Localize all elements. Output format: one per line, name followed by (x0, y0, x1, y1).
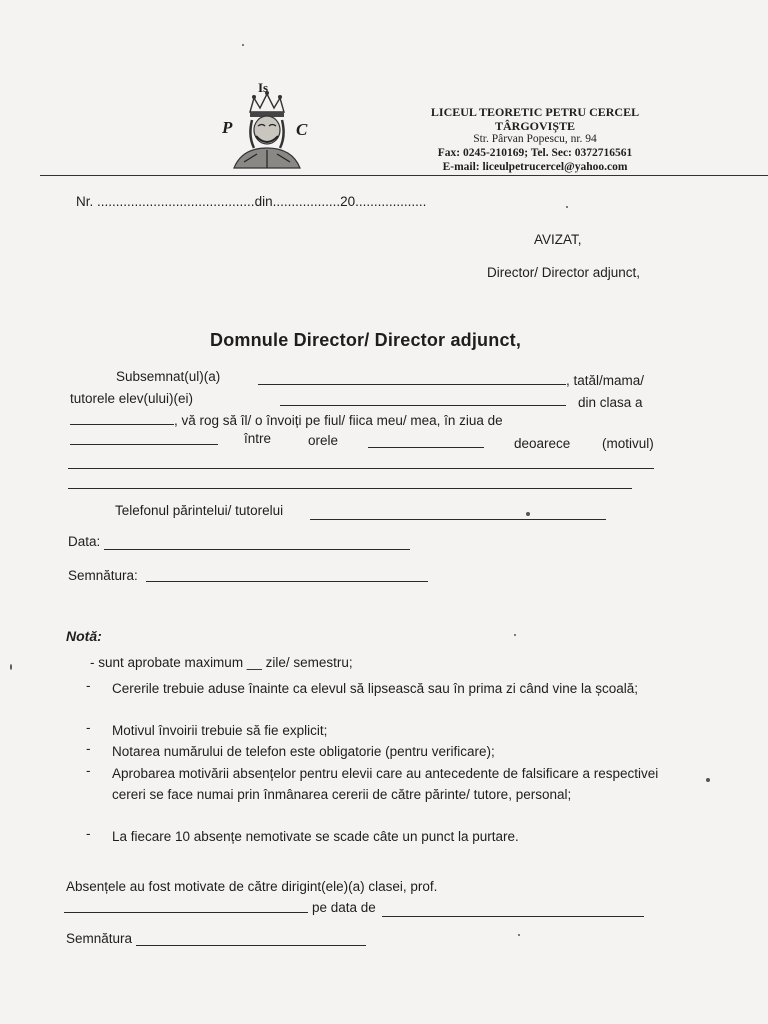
monogram-left: P (222, 118, 233, 137)
monogram-top: Is (258, 80, 269, 95)
because-label: deoarece (514, 436, 571, 451)
year-label: 20 (340, 194, 356, 209)
scan-speck (518, 934, 520, 936)
note-item-text: Aprobarea motivării absențelor pentru elevii care au antecedente de falsificare a respectivei cereri se face numai prin înmânarea cererii de către părinte/ tutore, personal; (112, 766, 659, 802)
avizat-label: AVIZAT, (534, 232, 582, 247)
nr-label: Nr. (76, 194, 94, 209)
note-max-days: - sunt aprobate maximum __ zile/ semestru; (90, 655, 353, 670)
registration-line (76, 194, 426, 209)
phone-label: Telefonul părintelui/ tutorelui (115, 503, 284, 518)
note-item-text: Motivul învoirii trebuie să fie explicit; (112, 723, 328, 738)
scan-speck (242, 44, 244, 46)
on-date-label: pe data de (312, 900, 376, 915)
reason-field-line-1[interactable] (68, 468, 654, 469)
din-label: din (254, 194, 273, 209)
footer-signature-field[interactable] (136, 945, 366, 946)
class-field[interactable] (70, 424, 174, 425)
scan-speck (526, 512, 530, 516)
reason-label: (motivul) (602, 436, 654, 451)
date-field[interactable] (104, 549, 410, 550)
school-address: Str. Pârvan Popescu, nr. 94 (473, 133, 597, 145)
school-email: E-mail: liceulpetrucercel@yahoo.com (442, 161, 628, 173)
school-crest-logo (222, 80, 312, 170)
note-item-text: Notarea numărului de telefon este obligatorie (pentru verificare); (112, 744, 495, 759)
footer-signature-label: Semnătura (66, 931, 133, 946)
document-page: Is P C LICEUL TEORETIC PETRU CERCEL TÂRGOVIȘTE Str. Pârvan Popescu, nr. 94 Fax: 0245-210169; Tel. Sec: 0372716561 E-mail: liceulpetrucercel@yahoo.com Nr. ..........................................din..................20................... AVIZAT, Director/ Director adjunct, Domnule Director/ Director adjunct, Subsemnat(ul)(a) , tatăl/mama/ tutorele elev(ului)(ei) din clasa a , vă rog să îl/ o învoiți pe fiul/ fiica meu/ mea, în ziua de între orele deoarece (motivul) Telefonul părintelui/ tutorelui Data: Semnătura: Notă: - sunt aprobate maximum __ zile/ semestru; - Cererile trebuie aduse înainte ca elevul să lipsească sau în prima zi când vine la școală; - Motivul învoirii trebuie să fie explicit; - Notarea numărului de telefon este obligatorie (pentru verificare); - Aprobarea motivării absențelor pentru elevii care au antecedente de falsificare a respectivei cereri se face numai prin înmânarea cererii de către părinte/ tutore, personal; - La fiecare 10 absențe nemotivate se scade câte un punct la purtare. Absențele au fost motivate de către dirigint(ele)(a) clasei, prof. pe data de Semnătura (0, 0, 768, 1024)
name-field[interactable] (258, 384, 566, 385)
monogram-right: C (296, 120, 308, 139)
tutor-label: tutorele elev(ului)(ei) (70, 391, 194, 406)
approval-role: Director/ Director adjunct, (487, 265, 641, 280)
note-title: Notă: (66, 628, 102, 644)
class-label: din clasa a (578, 395, 643, 410)
nr-field[interactable]: .......................................... (97, 194, 255, 209)
between-label: între (244, 431, 272, 446)
letter-title: Domnule Director/ Director adjunct, (210, 330, 522, 350)
request-sentence: , vă rog să îl/ o învoiți pe fiul/ fiica meu/ mea, în ziua de (174, 413, 503, 428)
hours-label: orele (308, 433, 339, 448)
student-name-field[interactable] (280, 405, 566, 406)
header-divider (40, 175, 768, 176)
signature-field[interactable] (146, 581, 428, 582)
school-city: TÂRGOVIȘTE (494, 119, 576, 133)
year-field[interactable]: ................... (355, 194, 427, 209)
teacher-name-field[interactable] (64, 912, 308, 913)
reason-field-line-2[interactable] (68, 488, 632, 489)
scan-speck (706, 778, 710, 782)
hours-field[interactable] (368, 447, 484, 448)
absences-statement: Absențele au fost motivate de către dirigint(ele)(a) clasei, prof. (66, 879, 438, 894)
date-label: Data: (68, 534, 101, 549)
scan-speck (10, 664, 12, 670)
parent-role-label: , tatăl/mama/ (566, 373, 645, 388)
din-field[interactable]: .................. (272, 194, 341, 209)
school-name: LICEUL TEORETIC PETRU CERCEL (430, 105, 640, 119)
motivation-date-field[interactable] (382, 916, 644, 917)
day-field[interactable] (70, 444, 218, 445)
signature-label: Semnătura: (68, 568, 138, 583)
scan-speck (514, 634, 516, 636)
scan-speck (566, 206, 568, 208)
subsemnat-label: Subsemnat(ul)(a) (116, 369, 221, 384)
note-item-text: Cererile trebuie aduse înainte ca elevul să lipsească sau în prima zi când vine la școală; (112, 681, 639, 696)
note-item-text: La fiecare 10 absențe nemotivate se scade câte un punct la purtare. (112, 829, 519, 844)
school-contact: Fax: 0245-210169; Tel. Sec: 0372716561 (437, 147, 633, 159)
phone-field[interactable] (310, 519, 606, 520)
